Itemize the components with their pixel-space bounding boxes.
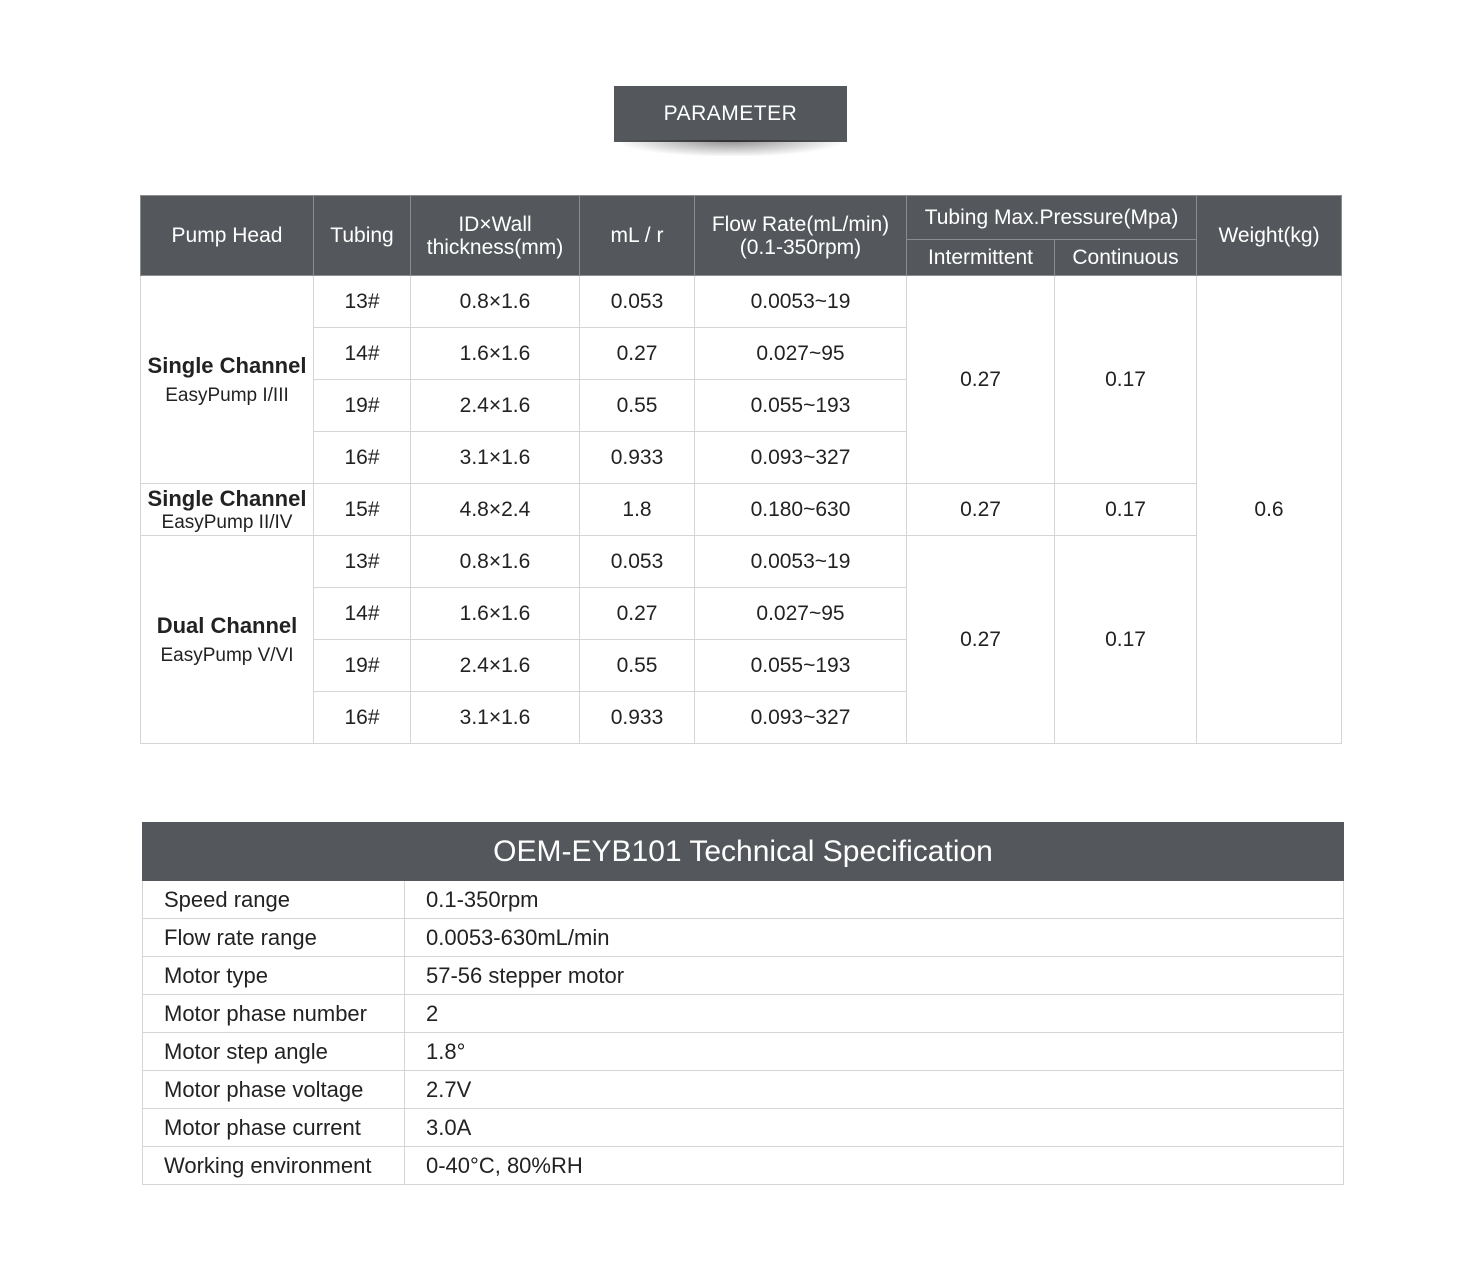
ml-per-rev-cell: 1.8 <box>580 484 695 536</box>
continuous-pressure-cell: 0.17 <box>1055 536 1197 744</box>
parameter-badge-shadow <box>622 140 840 156</box>
spec-value: 2.7V <box>405 1071 1344 1109</box>
pump-head-group-cell <box>141 484 314 536</box>
header-ml-r: mL / r <box>580 196 695 276</box>
id-wall-cell: 3.1×1.6 <box>411 692 580 744</box>
flow-rate-cell: 0.093~327 <box>695 432 907 484</box>
spec-value: 57-56 stepper motor <box>405 957 1344 995</box>
tubing-cell: 19# <box>314 640 411 692</box>
table-row <box>141 276 1342 328</box>
flow-rate-cell: 0.180~630 <box>695 484 907 536</box>
pump-head-model: EasyPump II/IV <box>161 511 293 533</box>
spec-label: Speed range <box>143 881 405 919</box>
tubing-cell: 14# <box>314 588 411 640</box>
header-id-wall-line1: ID×Wall <box>458 212 532 236</box>
header-max-pressure: Tubing Max.Pressure(Mpa) <box>907 196 1197 240</box>
spec-label: Motor step angle <box>143 1033 405 1071</box>
spec-label: Flow rate range <box>143 919 405 957</box>
tubing-cell: 13# <box>314 536 411 588</box>
parameter-badge <box>614 86 847 142</box>
ml-per-rev-cell: 0.27 <box>580 328 695 380</box>
parameter-table-body <box>141 276 1342 744</box>
flow-rate-cell: 0.0053~19 <box>695 276 907 328</box>
pump-head-group-cell <box>141 536 314 744</box>
header-id-wall-line2: thickness(mm) <box>426 235 564 259</box>
header-flow-rate <box>695 196 907 276</box>
spec-row <box>143 1071 1344 1109</box>
id-wall-cell: 0.8×1.6 <box>411 536 580 588</box>
flow-rate-cell: 0.055~193 <box>695 380 907 432</box>
ml-per-rev-cell: 0.053 <box>580 536 695 588</box>
id-wall-cell: 2.4×1.6 <box>411 380 580 432</box>
spec-row <box>143 1147 1344 1185</box>
spec-row <box>143 1109 1344 1147</box>
tubing-cell: 14# <box>314 328 411 380</box>
id-wall-cell: 4.8×2.4 <box>411 484 580 536</box>
ml-per-rev-cell: 0.55 <box>580 640 695 692</box>
continuous-pressure-cell: 0.17 <box>1055 484 1197 536</box>
spec-value: 0.1-350rpm <box>405 881 1344 919</box>
parameter-badge-label: PARAMETER <box>663 102 798 125</box>
ml-per-rev-cell: 0.55 <box>580 380 695 432</box>
spec-label: Working environment <box>143 1147 405 1185</box>
header-id-wall <box>411 196 580 276</box>
pump-head-title: Dual Channel <box>156 612 298 638</box>
spec-row <box>143 957 1344 995</box>
spec-value: 2 <box>405 995 1344 1033</box>
pump-head-model: EasyPump V/VI <box>160 644 294 666</box>
flow-rate-cell: 0.027~95 <box>695 588 907 640</box>
header-tubing: Tubing <box>314 196 411 276</box>
header-weight: Weight(kg) <box>1197 196 1342 276</box>
weight-cell: 0.6 <box>1197 276 1342 744</box>
id-wall-cell: 3.1×1.6 <box>411 432 580 484</box>
header-continuous: Continuous <box>1055 240 1197 276</box>
ml-per-rev-cell: 0.27 <box>580 588 695 640</box>
tubing-cell: 13# <box>314 276 411 328</box>
flow-rate-cell: 0.093~327 <box>695 692 907 744</box>
spec-title: OEM-EYB101 Technical Specification <box>143 823 1344 881</box>
parameter-table <box>140 195 1342 744</box>
spec-row <box>143 919 1344 957</box>
spec-label: Motor type <box>143 957 405 995</box>
spec-row <box>143 881 1344 919</box>
tubing-cell: 19# <box>314 380 411 432</box>
header-intermittent: Intermittent <box>907 240 1055 276</box>
pump-head-title: Single Channel <box>147 485 307 511</box>
ml-per-rev-cell: 0.933 <box>580 692 695 744</box>
spec-table-body <box>143 881 1344 1185</box>
ml-per-rev-cell: 0.933 <box>580 432 695 484</box>
spec-row <box>143 1033 1344 1071</box>
id-wall-cell: 2.4×1.6 <box>411 640 580 692</box>
header-flow-rate-line2: (0.1-350rpm) <box>739 235 862 259</box>
tubing-cell: 16# <box>314 432 411 484</box>
pump-head-title: Single Channel <box>147 352 307 378</box>
flow-rate-cell: 0.055~193 <box>695 640 907 692</box>
flow-rate-cell: 0.0053~19 <box>695 536 907 588</box>
tubing-cell: 16# <box>314 692 411 744</box>
intermittent-pressure-cell: 0.27 <box>907 484 1055 536</box>
spec-value: 0-40°C, 80%RH <box>405 1147 1344 1185</box>
pump-head-model: EasyPump I/III <box>165 384 289 406</box>
header-flow-rate-line1: Flow Rate(mL/min) <box>711 212 890 236</box>
spec-value: 0.0053-630mL/min <box>405 919 1344 957</box>
spec-value: 3.0A <box>405 1109 1344 1147</box>
id-wall-cell: 1.6×1.6 <box>411 588 580 640</box>
flow-rate-cell: 0.027~95 <box>695 328 907 380</box>
spec-label: Motor phase current <box>143 1109 405 1147</box>
spec-label: Motor phase number <box>143 995 405 1033</box>
intermittent-pressure-cell: 0.27 <box>907 536 1055 744</box>
continuous-pressure-cell: 0.17 <box>1055 276 1197 484</box>
spec-table <box>142 822 1344 1185</box>
intermittent-pressure-cell: 0.27 <box>907 276 1055 484</box>
table-row <box>141 536 1342 588</box>
spec-value: 1.8° <box>405 1033 1344 1071</box>
ml-per-rev-cell: 0.053 <box>580 276 695 328</box>
pump-head-group-cell <box>141 276 314 484</box>
id-wall-cell: 0.8×1.6 <box>411 276 580 328</box>
spec-row <box>143 995 1344 1033</box>
tubing-cell: 15# <box>314 484 411 536</box>
header-pump-head: Pump Head <box>141 196 314 276</box>
spec-label: Motor phase voltage <box>143 1071 405 1109</box>
id-wall-cell: 1.6×1.6 <box>411 328 580 380</box>
table-row <box>141 484 1342 536</box>
